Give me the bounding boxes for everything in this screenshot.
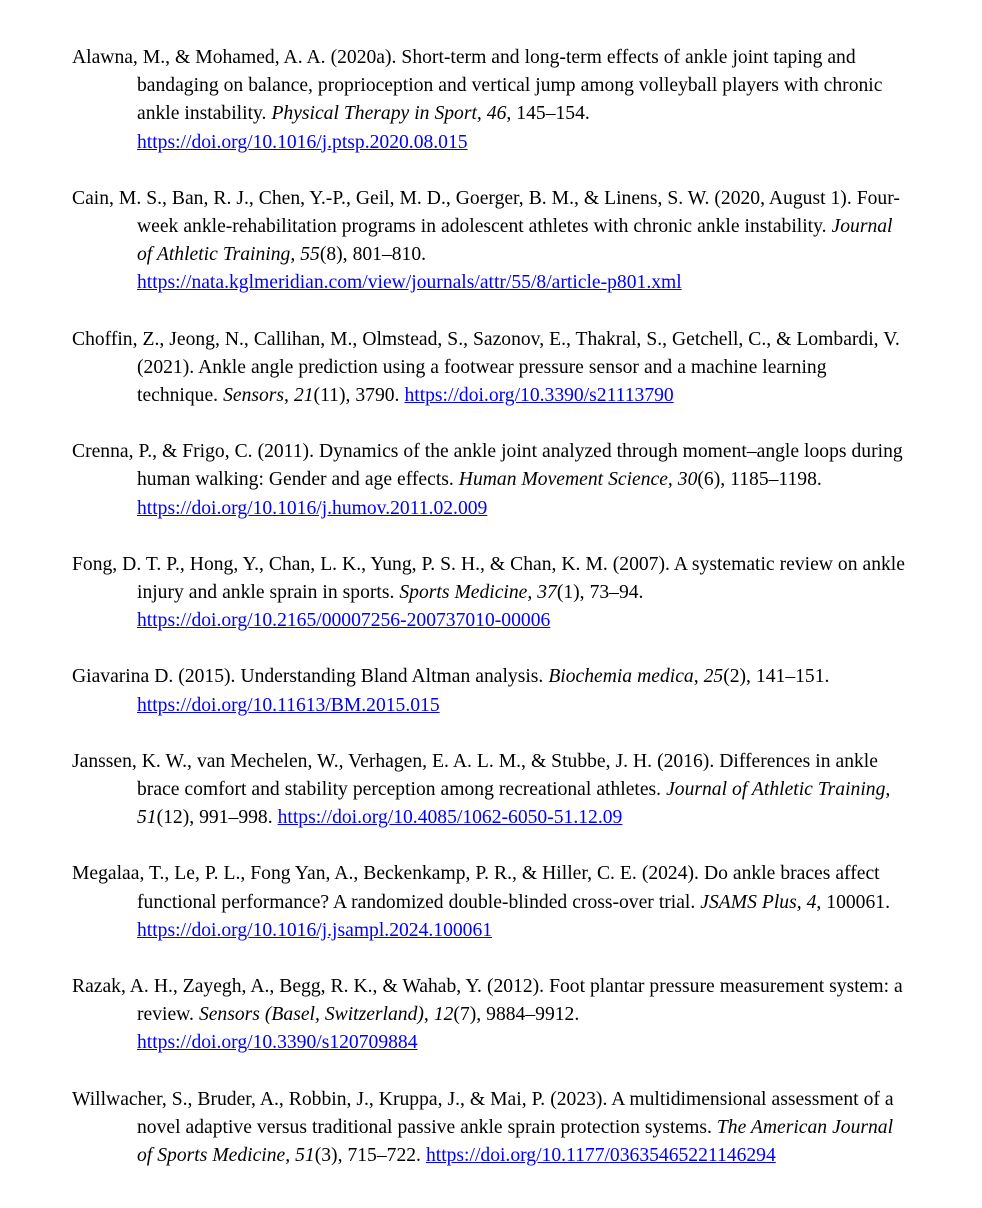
ref-source_mid: , bbox=[693, 666, 704, 688]
doi-link[interactable]: https://doi.org/10.3390/s21113790 bbox=[404, 385, 674, 407]
ref-title: Short-term and long-term effects of ankle joint taping and bandaging on balance, proprioception and vertical jump among volleyball players with chronic ankle instability. bbox=[137, 47, 883, 125]
ref-source_mid: , bbox=[423, 1004, 434, 1026]
ref-year: (2015). bbox=[178, 666, 236, 688]
ref-source_italic: Sensors bbox=[223, 385, 285, 407]
ref-authors: Choffin, Z., Jeong, N., Callihan, M., Olmstead, S., Sazonov, E., Thakral, S., Getchell, C., & Lombardi, V. bbox=[72, 328, 900, 350]
reference-entry bbox=[72, 326, 905, 411]
doi-link[interactable]: https://doi.org/10.4085/1062-6050-51.12.09 bbox=[277, 807, 623, 829]
ref-source_rest: (2), 141–151. bbox=[723, 666, 830, 688]
ref-source_italic2: 12 bbox=[433, 1004, 454, 1026]
doi-link[interactable]: https://doi.org/10.1177/03635465221146294 bbox=[425, 1145, 776, 1167]
reference-entry bbox=[72, 663, 905, 719]
ref-authors: Megalaa, T., Le, P. L., Fong Yan, A., Beckenkamp, P. R., & Hiller, C. E. bbox=[72, 863, 637, 885]
ref-authors: Giavarina D. bbox=[72, 666, 174, 688]
ref-year: (2011). bbox=[257, 441, 314, 463]
ref-authors: Willwacher, S., Bruder, A., Robbin, J., Kruppa, J., & Mai, P. bbox=[72, 1088, 546, 1110]
ref-source_rest: (11), 3790. bbox=[313, 385, 400, 407]
reference-entry bbox=[72, 973, 905, 1058]
ref-year: (2007). bbox=[612, 553, 670, 575]
doi-link[interactable]: https://doi.org/10.11613/BM.2015.015 bbox=[137, 694, 440, 716]
ref-title: Foot plantar pressure measurement system: a review. bbox=[137, 976, 903, 1026]
ref-title: Differences in ankle brace comfort and stability perception among recreational athletes. bbox=[137, 750, 878, 801]
ref-source_rest: , 145–154. bbox=[506, 103, 590, 125]
ref-source_italic: The American Journal of Sports Medicine, 51 bbox=[137, 1116, 894, 1167]
ref-authors: Fong, D. T. P., Hong, Y., Chan, L. K., Yung, P. S. H., & Chan, K. M. bbox=[72, 553, 608, 575]
ref-year: (2020, August 1). bbox=[714, 187, 852, 209]
ref-title: A multidimensional assessment of a novel adaptive versus traditional passive ankle sprain protection systems. bbox=[137, 1088, 894, 1138]
ref-source_italic: JSAMS Plus, 4 bbox=[700, 891, 817, 913]
ref-source_italic: Journal of Athletic Training, 55 bbox=[137, 216, 893, 266]
reference-entry bbox=[72, 860, 905, 945]
doi-link[interactable]: https://doi.org/10.1016/j.humov.2011.02.009 bbox=[137, 497, 488, 519]
ref-source_italic: Journal of Athletic Training, 51 bbox=[137, 779, 891, 829]
reference-entry bbox=[72, 551, 905, 636]
doi-link[interactable]: https://doi.org/10.1016/j.jsampl.2024.100061 bbox=[137, 919, 493, 941]
reference-entry bbox=[72, 438, 905, 523]
ref-source_italic: Human Movement Science, 30 bbox=[458, 469, 698, 491]
doi-link[interactable]: https://nata.kglmeridian.com/view/journals/attr/55/8/article-p801.xml bbox=[137, 272, 682, 294]
ref-title: A systematic review on ankle injury and ankle sprain in sports. bbox=[137, 553, 905, 604]
ref-source_italic: Sports Medicine, 37 bbox=[399, 582, 557, 604]
ref-source_italic2: 21 bbox=[293, 385, 314, 407]
reference-entry bbox=[72, 185, 905, 298]
ref-title: Understanding Bland Altman analysis. bbox=[240, 666, 544, 688]
ref-source_rest: (6), 1185–1198. bbox=[697, 469, 822, 491]
doi-link[interactable]: https://doi.org/10.3390/s120709884 bbox=[137, 1032, 418, 1054]
ref-authors: Janssen, K. W., van Mechelen, W., Verhagen, E. A. L. M., & Stubbe, J. H. bbox=[72, 750, 653, 772]
ref-year: (2016). bbox=[657, 750, 715, 772]
ref-source_rest: (3), 715–722. bbox=[314, 1145, 421, 1167]
ref-source_italic: Physical Therapy in Sport, 46 bbox=[271, 103, 507, 125]
ref-source_italic: Sensors (Basel, Switzerland) bbox=[198, 1004, 424, 1026]
ref-source_rest: (12), 991–998. bbox=[156, 807, 273, 829]
reference-entry bbox=[72, 748, 905, 833]
ref-title: Four-week ankle-rehabilitation programs in adolescent athletes with chronic ankle instability. bbox=[137, 187, 900, 238]
ref-authors: Razak, A. H., Zayegh, A., Begg, R. K., & Wahab, Y. bbox=[72, 976, 482, 998]
ref-title: Ankle angle prediction using a footwear pressure sensor and a machine learning technique. bbox=[137, 356, 827, 407]
ref-year: (2012). bbox=[486, 976, 545, 998]
ref-source_italic2: 25 bbox=[703, 666, 724, 688]
ref-year: (2021). bbox=[137, 356, 195, 378]
ref-source_italic: Biochemia medica bbox=[548, 666, 694, 688]
reference-entry bbox=[72, 1086, 905, 1171]
ref-title: Dynamics of the ankle joint analyzed through moment–angle loops during human walking: Gender and age effects. bbox=[137, 441, 903, 491]
ref-authors: Alawna, M., & Mohamed, A. A. bbox=[72, 47, 326, 68]
ref-source_rest: (8), 801–810. bbox=[319, 244, 427, 266]
ref-source_rest: (1), 73–94. bbox=[556, 582, 644, 604]
ref-source_rest: (7), 9884–9912. bbox=[453, 1004, 580, 1026]
reference-entry bbox=[72, 44, 905, 157]
ref-source_mid: , bbox=[284, 385, 294, 407]
ref-year: (2023). bbox=[550, 1088, 608, 1110]
ref-authors: Cain, M. S., Ban, R. J., Chen, Y.-P., Geil, M. D., Goerger, B. M., & Linens, S. W. bbox=[72, 187, 710, 209]
doi-link[interactable]: https://doi.org/10.2165/00007256-200737010-00006 bbox=[137, 610, 551, 632]
ref-year: (2024). bbox=[641, 863, 699, 885]
ref-authors: Crenna, P., & Frigo, C. bbox=[72, 441, 253, 463]
ref-title: Do ankle braces affect functional performance? A randomized double-blinded cross-over trial. bbox=[137, 863, 880, 913]
doi-link[interactable]: https://doi.org/10.1016/j.ptsp.2020.08.015 bbox=[137, 131, 468, 153]
reference-list bbox=[72, 44, 905, 1170]
ref-source_rest: , 100061. bbox=[816, 891, 890, 913]
ref-year: (2020a). bbox=[330, 47, 397, 68]
